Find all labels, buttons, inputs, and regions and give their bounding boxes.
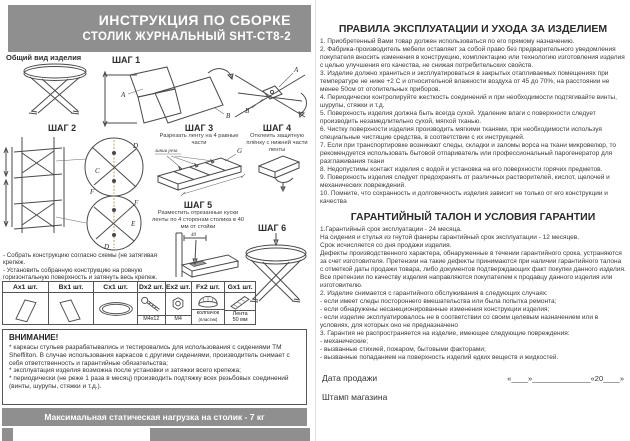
warranty-par-11: - вызванные стихией, пожаром, бытовыми факторами; bbox=[320, 346, 486, 353]
rule-item-3: 3. Изделие должно храниться и эксплуатироваться в закрытых отапливаемых помещениях при температуре не ниже +2 С и относительной влажности воздуха от 45 до 70%, на расстоянии не менее 50см от отопительных приборов. bbox=[320, 70, 610, 93]
assembly-note-1: - Собрать конструкцию согласно схемы (не затягивая крепеж. bbox=[3, 252, 157, 266]
part-cell-a bbox=[3, 282, 49, 324]
step5-label: ШАГ 5 bbox=[183, 200, 213, 210]
frame-b-icon bbox=[49, 293, 94, 324]
step4-diagram bbox=[253, 150, 305, 192]
warning-item-1: * каркасы стульев разрабатывались и тестировались для использования с сидениями ТМ Sheffilton. В случае использования каркасов с другими сидениями, производитель снимает с себя ответственность и гарантийные обязательства; bbox=[9, 344, 290, 367]
warranty-par-8: - если изделие эксплуатировалось не в соответствии со своим целевым назначением или в условиях, для которых оно не предназначено bbox=[320, 314, 599, 329]
instruction-header bbox=[8, 5, 311, 52]
assembly-note-2: - Установить собранную конструкцию на ровную горизонтальную поверхность и затянуть весь крепеж. bbox=[3, 267, 158, 281]
warning-box bbox=[2, 329, 307, 405]
rule-item-4: 4. Периодически контролируйте жесткость соединений и при необходимости подтягивайте винты, шурупы, стяжки и т.д. bbox=[320, 94, 617, 109]
step2-label-c: C bbox=[95, 167, 100, 175]
step1-detail-label-b: B bbox=[245, 107, 250, 115]
step2-label-f2: F bbox=[134, 199, 139, 207]
step2-label-d2: D bbox=[104, 243, 110, 251]
warranty-par-10: - механические; bbox=[320, 338, 369, 345]
step5-note: Разместить отрезанные куски ленты по 4 сторонам столика в 40 мм от стойки bbox=[151, 210, 245, 230]
step2-label-e: E bbox=[131, 220, 136, 228]
sale-date-label: Дата продажи bbox=[322, 373, 378, 383]
rule-item-8: 8. Недопустимы контакт изделия с водой и установка на его поверхности горячих предметов. bbox=[320, 166, 603, 173]
part-qty-g: Gx1 шт. bbox=[225, 282, 255, 293]
warranty-par-12: - вызванные попаданием на поверхность изделий едких веществ и жидкостей. bbox=[320, 354, 559, 361]
sale-date-row bbox=[320, 373, 626, 383]
warranty-par-6: - если имеет следы постороннего вмешательства или была попытка ремонта; bbox=[320, 298, 557, 305]
shop-stamp-label: Штамп магазина bbox=[322, 392, 388, 402]
warning-title: ВНИМАНИЕ! bbox=[9, 333, 59, 342]
right-column bbox=[315, 0, 630, 441]
footer-gray-bar bbox=[150, 428, 310, 441]
part-cell-d bbox=[138, 282, 166, 324]
warranty-par-3: Срок исчисляется со дня продажи изделия. bbox=[320, 242, 452, 249]
warranty-par-4: Дефекты производственного характера, обнаруженные в течении гарантийного срока, устраняются за счет изготовителя. Претензии на такие дефекты принимаются при наличии гарантийного талона с отметкой даты продажи товара, либо документов подтверждающих факт покупки данного изделия. Все претензии по качеству изделия направляются покупателем к продавцу данного изделия или изготовителю. bbox=[320, 250, 626, 289]
rule-item-10: 10. Помните, что сохранность и долговечность изделия зависит не только от его конструкции и качества bbox=[320, 190, 608, 205]
step1-label-a: A bbox=[121, 91, 126, 99]
warranty-par-1: 1.Гарантийный срок эксплуатации - 24 месяца. bbox=[320, 226, 462, 233]
assembly-notes bbox=[3, 252, 161, 282]
tape-caption-line2: 50 мм bbox=[232, 316, 248, 323]
rule-item-9: 9. Поверхность изделия следует предохранять от различных растворителей, кислот, щелочей и механических повреждений. bbox=[320, 174, 610, 189]
warranty-list bbox=[320, 226, 626, 362]
step5-dim-40: 40 bbox=[191, 233, 196, 238]
product-name: СТОЛИК ЖУРНАЛЬНЫЙ SHT-CT8-2 bbox=[82, 31, 291, 43]
rule-item-1: 1. Приобретенный Вами товар должен использоваться по его прямому назначению. bbox=[320, 38, 575, 45]
step3-note: Разрезать ленту на 4 равные части bbox=[159, 133, 239, 146]
step3-diagram bbox=[153, 144, 248, 202]
warranty-par-2: На сидения и стулья из гнутой фанеры гарантийный срок эксплуатации - 12 месяцев. bbox=[320, 234, 580, 241]
step1-detail-label-a: A bbox=[294, 66, 299, 74]
warranty-par-5: 2. Изделие снимается с гарантийного обслуживания в следующих случаях: bbox=[320, 290, 548, 297]
step6-label: ШАГ 6 bbox=[258, 223, 287, 233]
rule-item-5: 5. Поверхность изделия должна быть всегда сухой. Удаление влаги с поверхности следует производить незамедлительно сухой, мягкой тканью. bbox=[320, 110, 596, 125]
max-load-banner: Максимальная статическая нагрузка на столик - 7 кг bbox=[2, 408, 307, 426]
step2-label: ШАГ 2 bbox=[48, 123, 77, 133]
part-cell-e bbox=[166, 282, 192, 324]
step1-label-b: B bbox=[226, 112, 231, 120]
general-view-diagram bbox=[20, 62, 90, 120]
part-qty-d: Dx2 шт. bbox=[138, 282, 165, 293]
rules-list bbox=[320, 38, 626, 206]
footer-gray-square bbox=[2, 428, 13, 441]
step3-label: ШАГ 3 bbox=[184, 123, 214, 133]
tape-caption bbox=[225, 310, 255, 325]
part-cell-b bbox=[49, 282, 95, 324]
cap-caption-line2: (пластик) bbox=[198, 317, 218, 323]
tape-icon bbox=[225, 293, 255, 310]
step2-label-d: D bbox=[133, 142, 139, 150]
step2-label-f: F bbox=[90, 188, 95, 196]
screw-caption: M4x12 bbox=[138, 315, 165, 324]
part-cell-f bbox=[192, 282, 226, 324]
step4-note: Отклеить защитную плёнку с нижней части ленты bbox=[246, 133, 308, 153]
step5-diagram bbox=[162, 229, 240, 285]
step1-label: ШАГ 1 bbox=[112, 55, 141, 65]
step4-label: ШАГ 4 bbox=[262, 123, 292, 133]
screw-icon bbox=[138, 293, 165, 315]
cap-icon bbox=[192, 293, 225, 309]
rule-item-2: 2. Фабрика-производитель мебели оставляет за собой право без предварительного уведомления покупателя вносить изменения в конструкцию, комплектацию или технологию изготовления изделия с целью улучшения его качества, не снижая потребительских свойств. bbox=[320, 46, 625, 69]
warning-item-2: * эксплуатация изделия возможна после установки и затяжки всего крепежа; bbox=[9, 367, 241, 375]
frame-a-icon bbox=[3, 293, 48, 324]
part-qty-e: Ex2 шт. bbox=[166, 282, 191, 293]
cap-caption bbox=[192, 309, 225, 324]
page-title: ИНСТРУКЦИЯ ПО СБОРКЕ bbox=[98, 12, 291, 28]
cap-caption-line1: колпачок bbox=[196, 310, 220, 317]
part-qty-a: Ax1 шт. bbox=[3, 282, 48, 293]
tape-caption-line1: Лента bbox=[232, 311, 248, 317]
warranty-par-9: 3. Гарантия не распространяется на изделие, имеющее следующие повреждения: bbox=[320, 330, 570, 337]
part-cell-c bbox=[94, 282, 138, 324]
step3-label-g: G bbox=[237, 147, 243, 155]
general-view-label: Общий вид изделия bbox=[6, 53, 82, 62]
warning-item-3: * периодически (не реже 1 раза в месяц) производить подтяжку всех резьбовых соединений (винты, шурупы, стяжки и т.д.). bbox=[9, 375, 289, 390]
parts-table bbox=[2, 281, 256, 325]
warranty-title: ГАРАНТИЙНЫЙ ТАЛОН И УСЛОВИЯ ГАРАНТИИ bbox=[350, 211, 596, 223]
part-qty-f: Fx2 шт. bbox=[192, 282, 225, 293]
rule-item-7: 7. Если при транспортировке возникают следы, складки и заломы ворса на ткани микровелюр, то рекомендуется использовать бытовой отпариватель или профессиональный парогенератор для разглаживания ткани bbox=[320, 142, 617, 165]
nut-caption: M4 bbox=[166, 315, 191, 324]
sale-date-blank: «____»______________«20____» bbox=[507, 374, 624, 383]
rule-item-6: 6. Чистку поверхности изделия производить мягкими тканями, при необходимости используя специальные чистящие средства, в соответствии с их инструкцией. bbox=[320, 126, 602, 141]
part-qty-c: Cx1 шт. bbox=[94, 282, 137, 293]
step2-diagram bbox=[2, 131, 152, 251]
cut-lines-label: линии реза bbox=[155, 149, 178, 154]
part-qty-b: Bx1 шт. bbox=[49, 282, 94, 293]
part-cell-g bbox=[225, 282, 255, 324]
warranty-par-7: - если обнаружены несанкционированные изменения конструкции изделия; bbox=[320, 306, 550, 313]
ring-icon bbox=[94, 293, 137, 324]
nut-icon bbox=[166, 293, 191, 315]
rules-title: ПРАВИЛА ЭКСПЛУАТАЦИИ И УХОДА ЗА ИЗДЕЛИЕМ bbox=[338, 23, 608, 35]
